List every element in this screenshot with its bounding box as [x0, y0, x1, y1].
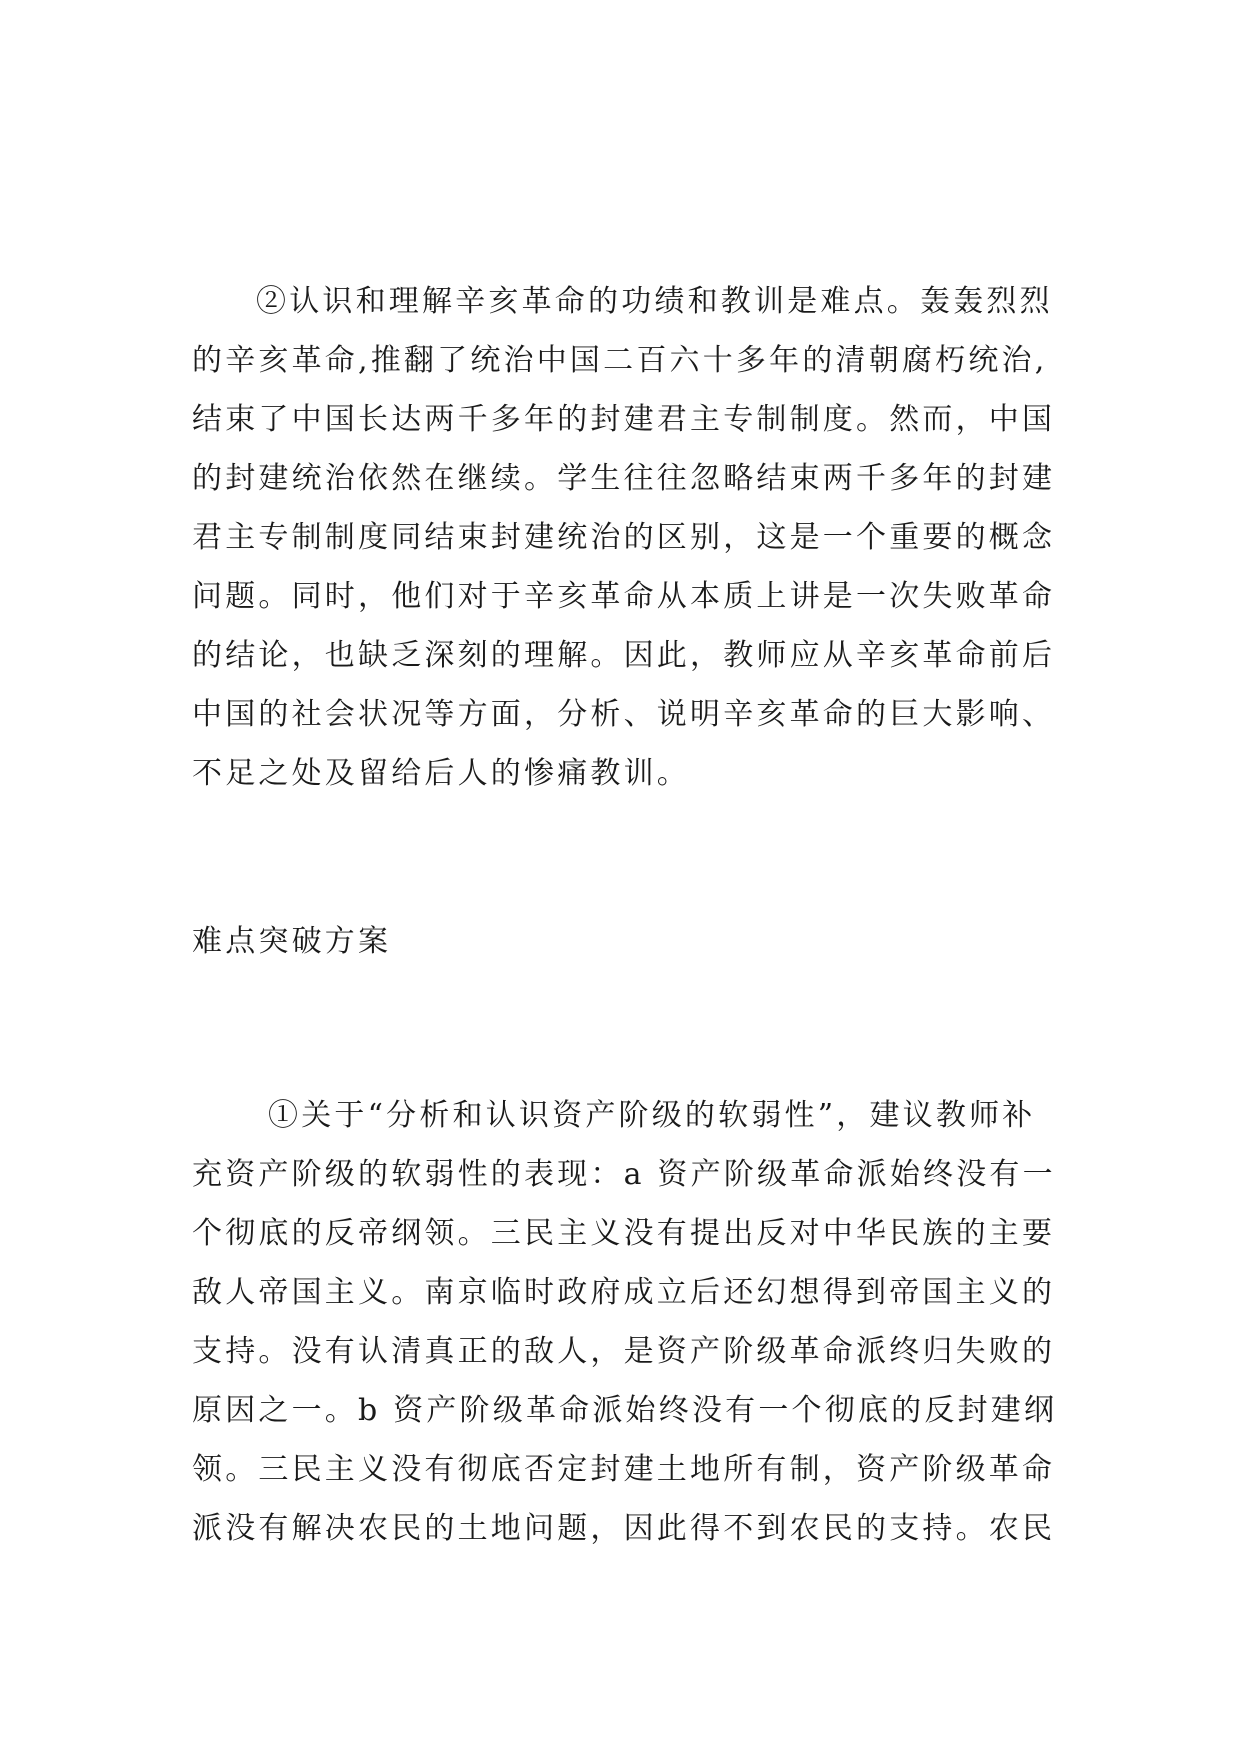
text-line: 问题。同时，他们对于辛亥革命从本质上讲是一次失败革命 [192, 579, 1056, 614]
text-line: 派没有解决农民的土地问题，因此得不到农民的支持。农民 [192, 1511, 1056, 1546]
text-line: ①关于“分析和认识资产阶级的软弱性”，建议教师补 [268, 1098, 1036, 1133]
text-line: 原因之一。b 资产阶级革命派始终没有一个彻底的反封建纲 [192, 1393, 1058, 1428]
text-line: 领。三民主义没有彻底否定封建土地所有制，资产阶级革命 [192, 1452, 1056, 1487]
text-line: 的结论，也缺乏深刻的理解。因此，教师应从辛亥革命前后 [192, 638, 1056, 673]
text-line: 不足之处及留给后人的惨痛教训。 [192, 756, 690, 791]
text-line: 充资产阶级的软弱性的表现：a 资产阶级革命派始终没有一 [192, 1157, 1056, 1192]
section-heading: 难点突破方案 [192, 924, 392, 959]
text-line: 结束了中国长达两千多年的封建君主专制制度。然而，中国 [192, 402, 1056, 437]
text-line: ②认识和理解辛亥革命的功绩和教训是难点。轰轰烈烈 [256, 284, 1053, 319]
paragraph-difficulty-2 [192, 272, 1072, 803]
text-line: 支持。没有认清真正的敌人，是资产阶级革命派终归失败的 [192, 1334, 1056, 1369]
text-line: 君主专制制度同结束封建统治的区别，这是一个重要的概念 [192, 520, 1056, 555]
text-line: 中国的社会状况等方面，分析、说明辛亥革命的巨大影响、 [192, 697, 1056, 732]
text-line: 的辛亥革命,推翻了统治中国二百六十多年的清朝腐朽统治, [192, 343, 1048, 378]
paragraph-solution-1 [192, 1086, 1072, 1558]
text-line: 的封建统治依然在继续。学生往往忽略结束两千多年的封建 [192, 461, 1056, 496]
text-line: 个彻底的反帝纲领。三民主义没有提出反对中华民族的主要 [192, 1216, 1056, 1251]
text-line: 敌人帝国主义。南京临时政府成立后还幻想得到帝国主义的 [192, 1275, 1056, 1310]
